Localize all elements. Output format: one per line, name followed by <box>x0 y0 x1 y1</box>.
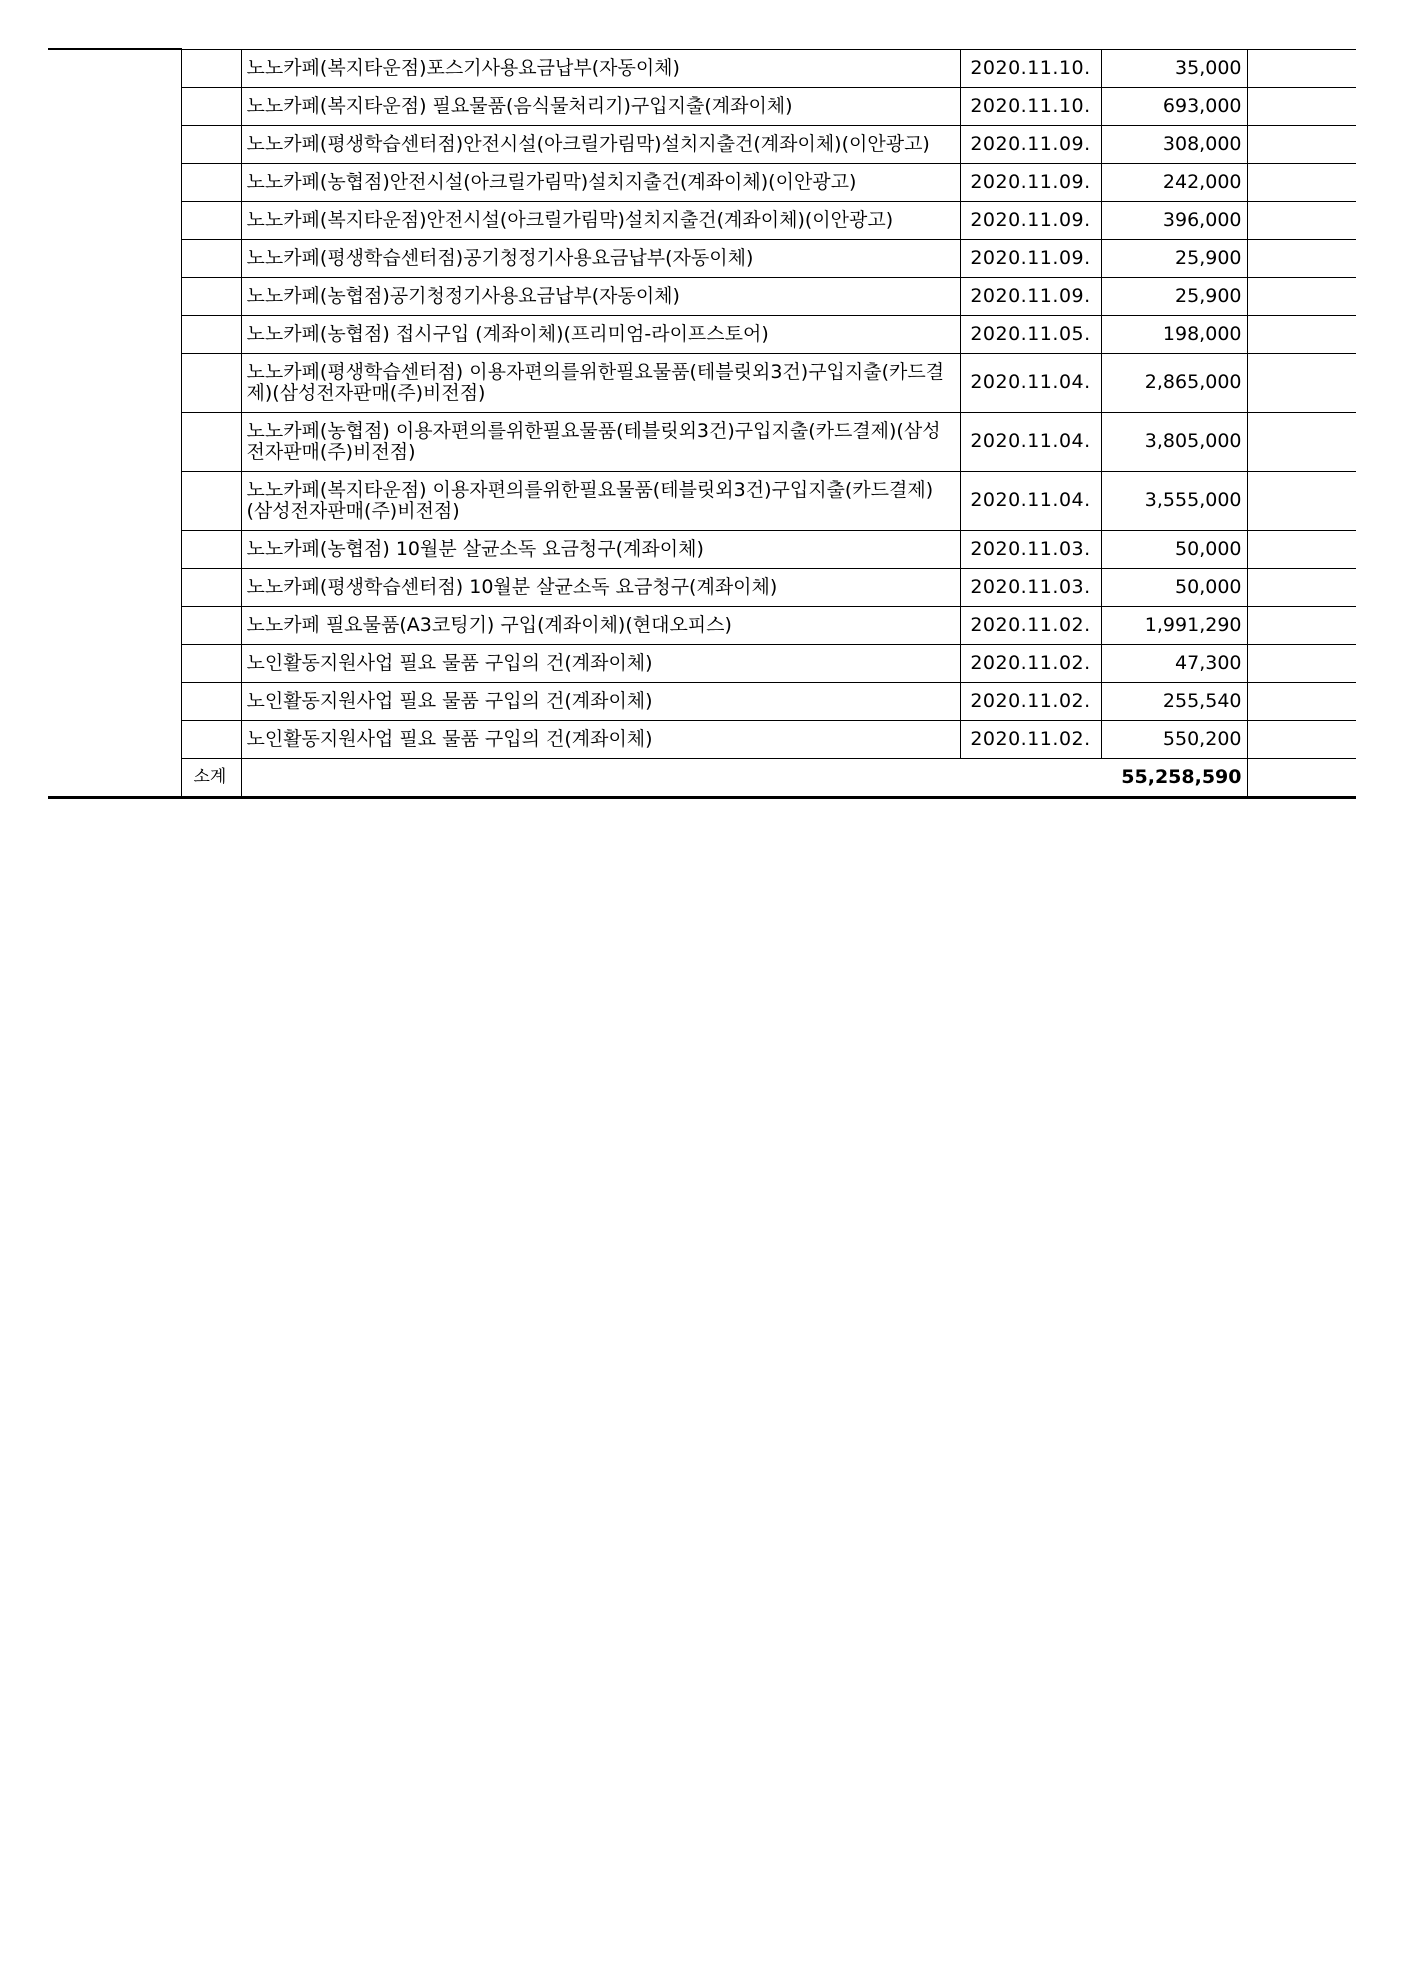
table-row <box>48 239 1356 277</box>
note-cell <box>1247 353 1356 412</box>
table-row <box>48 530 1356 568</box>
note-cell <box>1247 315 1356 353</box>
note-cell <box>1247 471 1356 530</box>
empty-cell <box>181 239 241 277</box>
empty-cell <box>181 682 241 720</box>
date-cell: 2020.11.02. <box>960 606 1101 644</box>
empty-cell <box>181 644 241 682</box>
note-cell <box>1247 125 1356 163</box>
note-cell <box>1247 239 1356 277</box>
date-cell: 2020.11.09. <box>960 125 1101 163</box>
empty-cell <box>181 530 241 568</box>
description-cell: 노인활동지원사업 필요 물품 구입의 건(계좌이체) <box>241 682 960 720</box>
date-cell: 2020.11.09. <box>960 201 1101 239</box>
note-cell <box>1247 568 1356 606</box>
amount-cell: 50,000 <box>1101 530 1247 568</box>
empty-cell <box>181 412 241 471</box>
date-cell: 2020.11.04. <box>960 471 1101 530</box>
empty-cell <box>181 606 241 644</box>
description-cell: 노노카페(평생학습센터점) 이용자편의를위한필요물품(테블릿외3건)구입지출(카드결제)(삼성전자판매(주)비전점) <box>241 353 960 412</box>
description-cell: 노노카페(복지타운점) 필요물품(음식물처리기)구입지출(계좌이체) <box>241 87 960 125</box>
empty-cell <box>181 49 241 87</box>
description-cell: 노노카페(농협점) 접시구입 (계좌이체)(프리미엄-라이프스토어) <box>241 315 960 353</box>
date-cell: 2020.11.10. <box>960 87 1101 125</box>
empty-cell <box>181 720 241 758</box>
date-cell: 2020.11.09. <box>960 277 1101 315</box>
table-row <box>48 644 1356 682</box>
subtotal-label: 소계 <box>181 758 241 797</box>
description-cell: 노노카페(평생학습센터점) 10월분 살균소독 요금청구(계좌이체) <box>241 568 960 606</box>
note-cell <box>1247 606 1356 644</box>
table-row <box>48 201 1356 239</box>
date-cell: 2020.11.03. <box>960 568 1101 606</box>
empty-cell <box>181 201 241 239</box>
description-cell: 노인활동지원사업 필요 물품 구입의 건(계좌이체) <box>241 644 960 682</box>
table-row <box>48 720 1356 758</box>
note-cell <box>1247 758 1356 797</box>
amount-cell: 2,865,000 <box>1101 353 1247 412</box>
table-row <box>48 49 1356 87</box>
empty-cell <box>181 471 241 530</box>
description-cell: 노노카페(평생학습센터점)안전시설(아크릴가림막)설치지출건(계좌이체)(이안광고) <box>241 125 960 163</box>
amount-cell: 25,900 <box>1101 239 1247 277</box>
description-cell: 노노카페(복지타운점)안전시설(아크릴가림막)설치지출건(계좌이체)(이안광고) <box>241 201 960 239</box>
empty-cell <box>181 568 241 606</box>
amount-cell: 1,991,290 <box>1101 606 1247 644</box>
amount-cell: 3,555,000 <box>1101 471 1247 530</box>
subtotal-amount: 55,258,590 <box>241 758 1247 797</box>
note-cell <box>1247 720 1356 758</box>
table-row <box>48 412 1356 471</box>
description-cell: 노노카페(복지타운점) 이용자편의를위한필요물품(테블릿외3건)구입지출(카드결제)(삼성전자판매(주)비전점) <box>241 471 960 530</box>
note-cell <box>1247 201 1356 239</box>
description-cell: 노인활동지원사업 필요 물품 구입의 건(계좌이체) <box>241 720 960 758</box>
date-cell: 2020.11.02. <box>960 682 1101 720</box>
amount-cell: 47,300 <box>1101 644 1247 682</box>
ledger-body <box>48 49 1356 797</box>
note-cell <box>1247 530 1356 568</box>
amount-cell: 308,000 <box>1101 125 1247 163</box>
empty-cell <box>181 277 241 315</box>
amount-cell: 242,000 <box>1101 163 1247 201</box>
amount-cell: 693,000 <box>1101 87 1247 125</box>
date-cell: 2020.11.09. <box>960 239 1101 277</box>
note-cell <box>1247 49 1356 87</box>
date-cell: 2020.11.09. <box>960 163 1101 201</box>
description-cell: 노노카페(농협점) 이용자편의를위한필요물품(테블릿외3건)구입지출(카드결제)(삼성전자판매(주)비전점) <box>241 412 960 471</box>
table-row <box>48 568 1356 606</box>
description-cell: 노노카페(농협점)안전시설(아크릴가림막)설치지출건(계좌이체)(이안광고) <box>241 163 960 201</box>
subtotal-row <box>48 758 1356 797</box>
note-cell <box>1247 682 1356 720</box>
note-cell <box>1247 277 1356 315</box>
note-cell <box>1247 87 1356 125</box>
table-row <box>48 277 1356 315</box>
expense-ledger-table <box>48 48 1356 799</box>
category-cell <box>48 49 181 797</box>
amount-cell: 25,900 <box>1101 277 1247 315</box>
date-cell: 2020.11.04. <box>960 353 1101 412</box>
description-cell: 노노카페(농협점) 10월분 살균소독 요금청구(계좌이체) <box>241 530 960 568</box>
table-row <box>48 163 1356 201</box>
note-cell <box>1247 163 1356 201</box>
table-row <box>48 606 1356 644</box>
description-cell: 노노카페(평생학습센터점)공기청정기사용요금납부(자동이체) <box>241 239 960 277</box>
date-cell: 2020.11.02. <box>960 644 1101 682</box>
note-cell <box>1247 412 1356 471</box>
empty-cell <box>181 315 241 353</box>
amount-cell: 255,540 <box>1101 682 1247 720</box>
amount-cell: 198,000 <box>1101 315 1247 353</box>
amount-cell: 35,000 <box>1101 49 1247 87</box>
ledger-sheet <box>48 48 1356 799</box>
description-cell: 노노카페 필요물품(A3코팅기) 구입(계좌이체)(현대오피스) <box>241 606 960 644</box>
amount-cell: 396,000 <box>1101 201 1247 239</box>
amount-cell: 50,000 <box>1101 568 1247 606</box>
description-cell: 노노카페(복지타운점)포스기사용요금납부(자동이체) <box>241 49 960 87</box>
empty-cell <box>181 163 241 201</box>
table-row <box>48 315 1356 353</box>
description-cell: 노노카페(농협점)공기청정기사용요금납부(자동이체) <box>241 277 960 315</box>
empty-cell <box>181 125 241 163</box>
date-cell: 2020.11.10. <box>960 49 1101 87</box>
note-cell <box>1247 644 1356 682</box>
date-cell: 2020.11.04. <box>960 412 1101 471</box>
amount-cell: 550,200 <box>1101 720 1247 758</box>
amount-cell: 3,805,000 <box>1101 412 1247 471</box>
empty-cell <box>181 87 241 125</box>
table-row <box>48 353 1356 412</box>
date-cell: 2020.11.03. <box>960 530 1101 568</box>
table-row <box>48 682 1356 720</box>
date-cell: 2020.11.05. <box>960 315 1101 353</box>
table-row <box>48 87 1356 125</box>
table-row <box>48 471 1356 530</box>
table-row <box>48 125 1356 163</box>
date-cell: 2020.11.02. <box>960 720 1101 758</box>
empty-cell <box>181 353 241 412</box>
